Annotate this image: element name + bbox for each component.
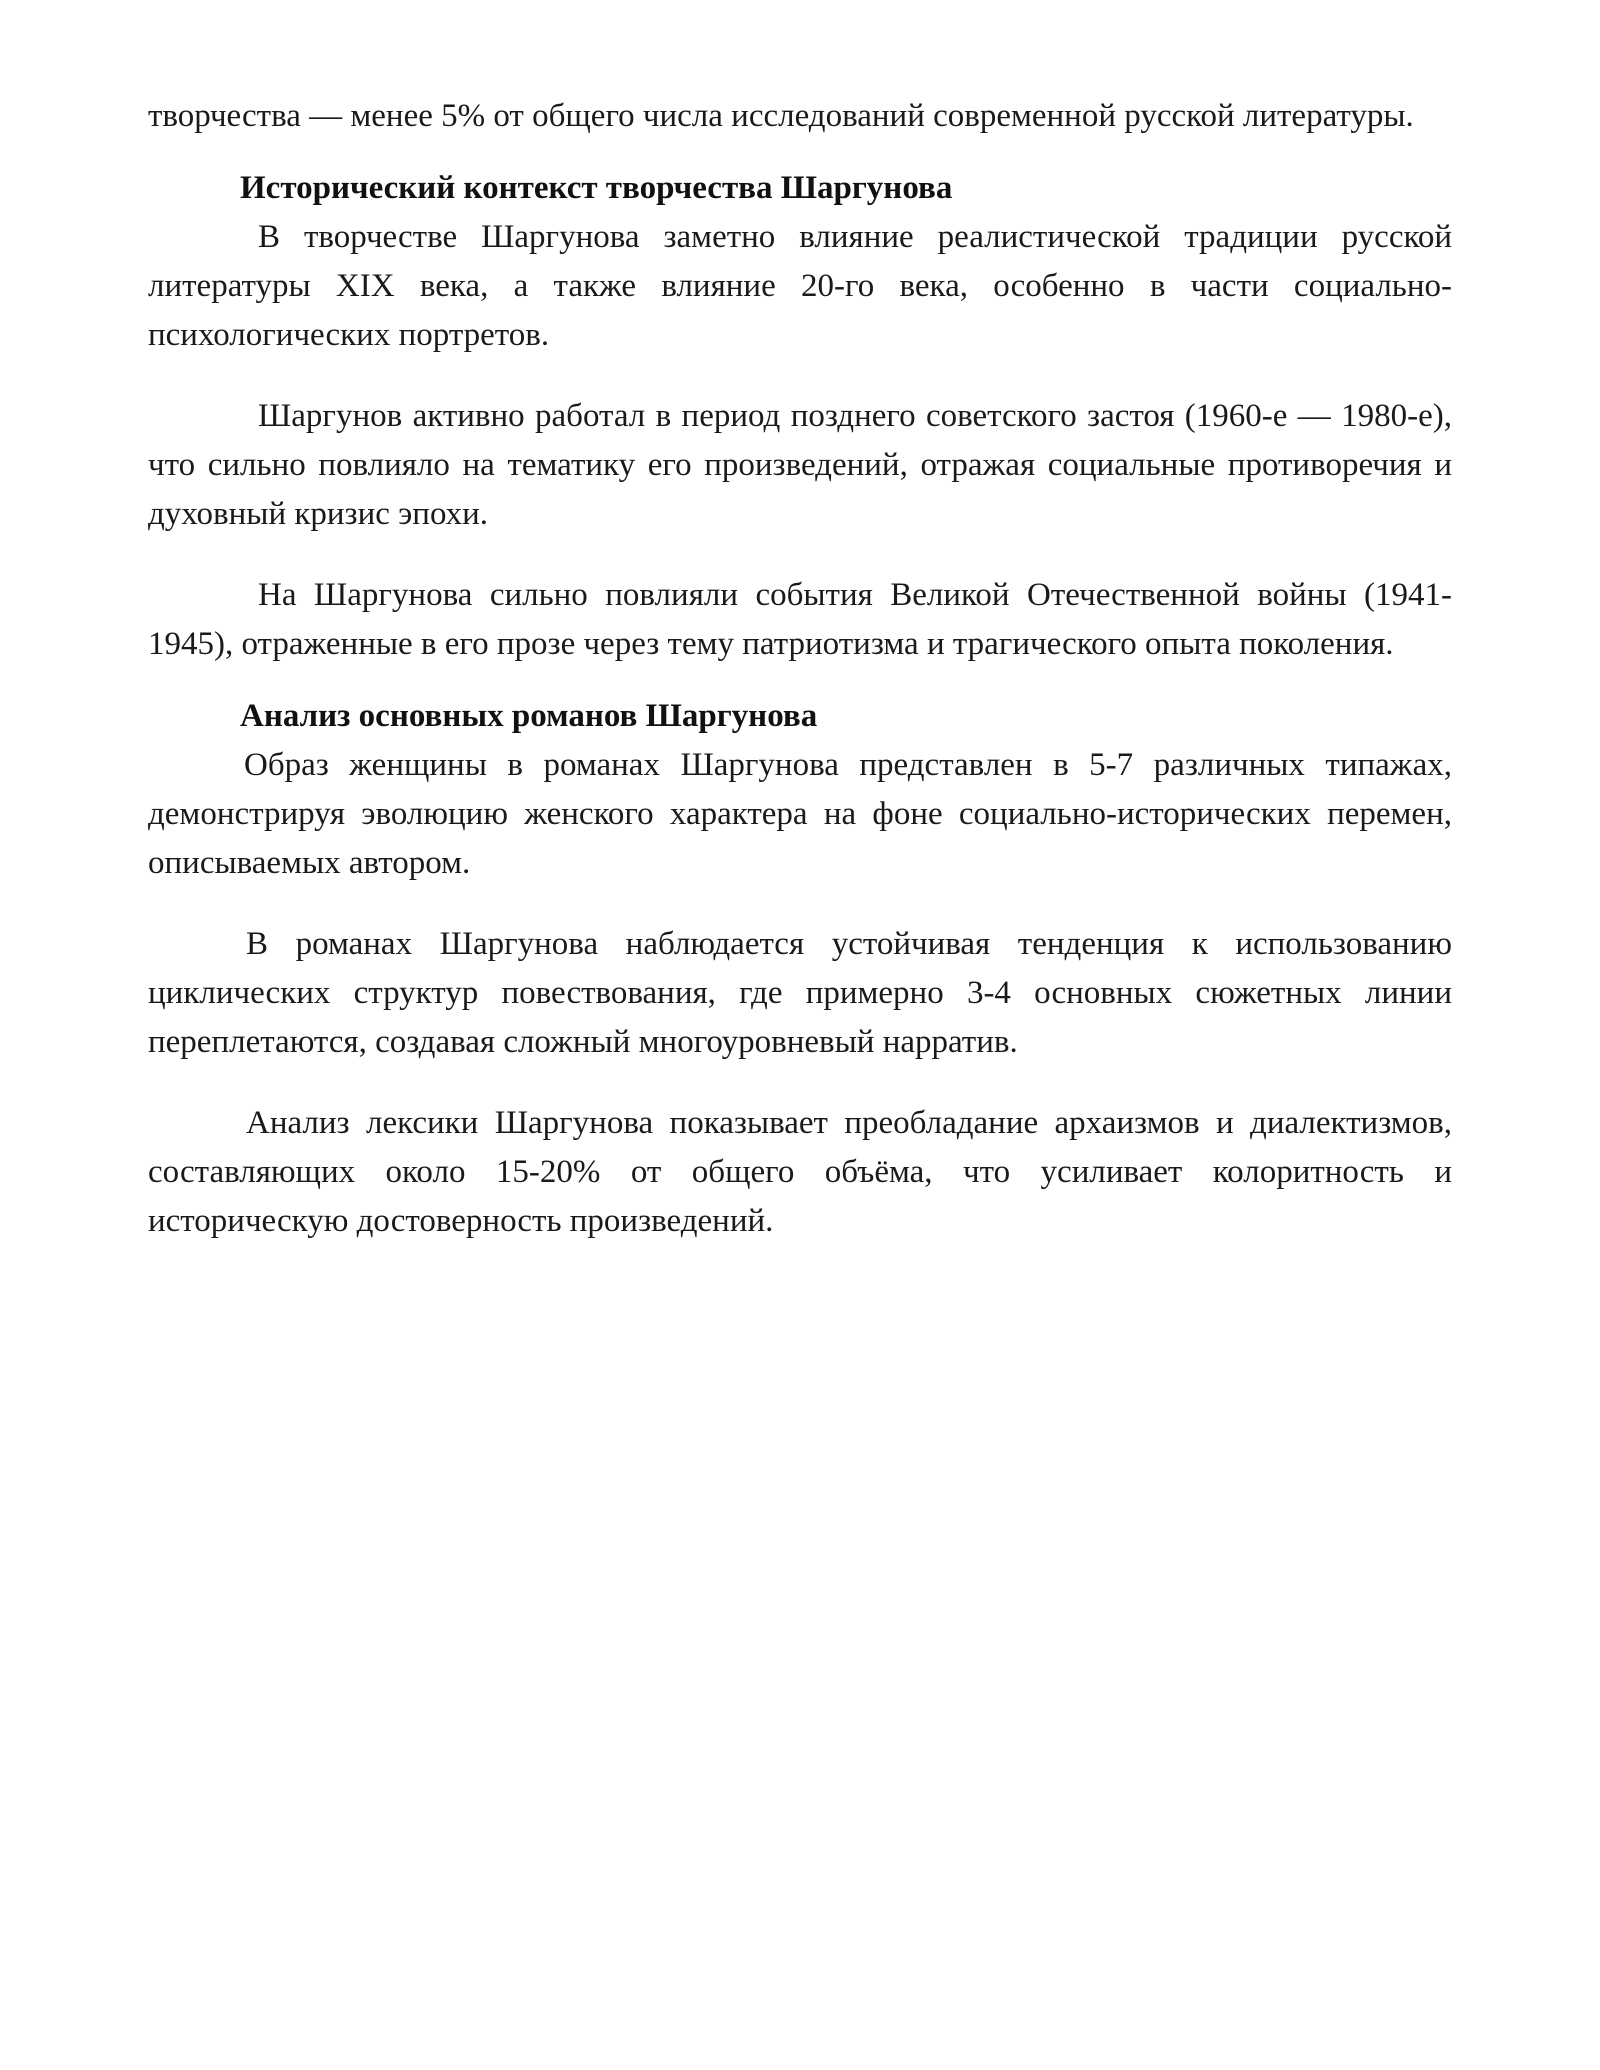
paragraph-soviet-stagnation: Шаргунов активно работал в период позднего советского застоя (1960-е — 1980-е), что сильно повлияло на тематику его произведений, отражая социальные противоречия и духовный кризис эпохи.	[148, 398, 1452, 532]
section-heading-novels-analysis: Анализ основных романов Шаргунова	[240, 698, 818, 734]
document-body	[148, 92, 1452, 1246]
paragraph-lexicon-analysis: Анализ лексики Шаргунова показывает преобладание архаизмов и диалектизмов, составляющих около 15-20% от общего объёма, что усиливает колоритность и историческую достоверность произведений.	[148, 1105, 1452, 1239]
intro-paragraph: творчества — менее 5% от общего числа исследований современной русской литературы.	[148, 98, 1414, 134]
paragraph-female-image: Образ женщины в романах Шаргунова представлен в 5-7 различных типажах, демонстрируя эволюцию женского характера на фоне социально-исторических перемен, описываемых автором.	[148, 747, 1452, 881]
paragraph-realist-tradition: В творчестве Шаргунова заметно влияние реалистической традиции русской литературы XIX века, а также влияние 20-го века, особенно в части социально-психологических портретов.	[148, 219, 1452, 353]
paragraph-great-patriotic-war: На Шаргунова сильно повлияли события Великой Отечественной войны (1941-1945), отраженные в его прозе через тему патриотизма и трагического опыта поколения.	[148, 577, 1452, 662]
paragraph-cyclic-structures: В романах Шаргунова наблюдается устойчивая тенденция к использованию циклических структур повествования, где примерно 3-4 основных сюжетных линии переплетаются, создавая сложный многоуровневый нарратив.	[148, 926, 1452, 1060]
section-heading-historical-context: Исторический контекст творчества Шаргунова	[240, 170, 953, 206]
